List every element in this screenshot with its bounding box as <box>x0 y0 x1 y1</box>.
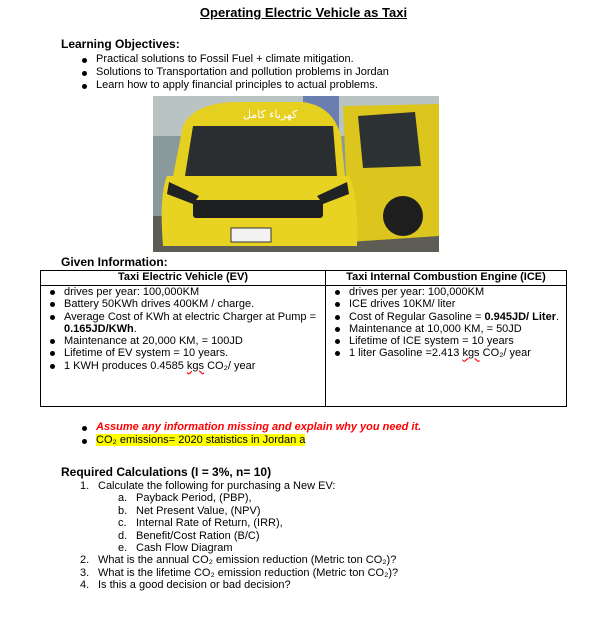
sub-item-letter: a. <box>118 492 128 505</box>
table-row <box>41 286 567 407</box>
question-text: What is the lifetime CO₂ emission reduction (Metric ton CO₂)? <box>98 566 399 579</box>
list-item <box>80 434 421 447</box>
item-number: 2. <box>80 554 90 567</box>
ev-co2-label: 1 KWH produces 0.4585 <box>64 359 187 372</box>
sub-item-letter: e. <box>118 542 128 555</box>
taxi-illustration <box>153 96 439 252</box>
table-header-row <box>41 271 567 286</box>
license-plate <box>231 228 271 242</box>
list-item: Lifetime of ICE system = 10 years <box>329 335 563 347</box>
sub-list <box>118 492 398 554</box>
ev-cell <box>41 286 326 407</box>
list-item <box>80 567 398 579</box>
ice-cost-label: Cost of Regular Gasoline = <box>349 310 485 323</box>
sub-item-text: Internal Rate of Return, (IRR), <box>136 517 283 530</box>
list-item: drives per year: 100,000KM <box>329 286 563 298</box>
second-taxi-window <box>358 112 421 168</box>
ice-column-header: Taxi Internal Combustion Engine (ICE) <box>326 271 567 286</box>
required-calculations-heading: Required Calculations (I = 3%, n= 10) <box>61 465 272 479</box>
ice-co2-suffix: CO₂/ year <box>479 347 531 360</box>
sub-item-letter: b. <box>118 504 128 517</box>
taxi-windshield <box>185 126 337 176</box>
sub-item-text: Cash Flow Diagram <box>136 542 233 555</box>
list-item: Solutions to Transportation and pollution problems in Jordan <box>80 66 389 79</box>
ev-co2-unit: kgs <box>186 359 205 372</box>
list-item <box>329 311 563 323</box>
ice-cost-value: 0.945JD/ Liter <box>484 310 556 323</box>
taxi-grille <box>193 200 323 218</box>
ice-cost-period: . <box>555 310 560 323</box>
list-item: Lifetime of EV system = 10 years. <box>44 347 322 359</box>
sub-item <box>118 492 398 504</box>
co2-note: CO₂ emissions= 2020 statistics in Jordan a <box>96 434 306 447</box>
list-item: Battery 50KWh drives 400KM / charge. <box>44 298 322 310</box>
sub-item <box>118 542 398 554</box>
sub-item <box>118 505 398 517</box>
taxi-sign-text: كهرباء كامل <box>243 108 298 121</box>
list-item <box>80 554 398 566</box>
list-item <box>44 360 322 372</box>
list-item: Practical solutions to Fossil Fuel + climate mitigation. <box>80 53 389 66</box>
list-item <box>329 347 563 359</box>
list-item: Learn how to apply financial principles to actual problems. <box>80 79 389 92</box>
question-text: Is this a good decision or bad decision? <box>98 579 291 592</box>
sub-item-letter: d. <box>118 529 128 542</box>
notes-list <box>80 421 421 447</box>
question-text: What is the annual CO₂ emission reduction (Metric ton CO₂)? <box>98 554 397 567</box>
sub-item-text: Benefit/Cost Ration (B/C) <box>136 529 260 542</box>
assume-note: Assume any information missing and explain why you need it. <box>96 421 422 433</box>
list-item: ICE drives 10KM/ liter <box>329 298 563 310</box>
list-item: Maintenance at 20,000 KM, = 100JD <box>44 335 322 347</box>
sub-item-text: Net Present Value, (NPV) <box>136 504 261 517</box>
list-item <box>80 480 398 554</box>
second-taxi-wheel <box>383 196 423 236</box>
taxi-photo <box>153 96 439 252</box>
ice-list <box>329 286 563 360</box>
given-information-table <box>40 270 567 407</box>
sub-item <box>118 530 398 542</box>
ev-column-header: Taxi Electric Vehicle (EV) <box>41 271 326 286</box>
ice-cell <box>326 286 567 407</box>
ev-cost-value: 0.165JD/KWh <box>64 322 134 335</box>
sub-item-text: Payback Period, (PBP), <box>136 492 252 505</box>
list-item: drives per year: 100,000KM <box>44 286 322 298</box>
item-number: 1. <box>80 480 90 492</box>
given-information-heading: Given Information: <box>61 255 168 269</box>
ev-cost-label: Average Cost of KWh at electric Charger at Pump = <box>64 310 316 323</box>
learning-objectives-heading: Learning Objectives: <box>61 37 180 51</box>
page-title: Operating Electric Vehicle as Taxi <box>199 5 408 20</box>
item-number: 4. <box>80 579 90 592</box>
sub-item <box>118 517 398 529</box>
ice-co2-label: 1 liter Gasoline =2.413 <box>349 347 463 360</box>
item-number: 3. <box>80 566 90 579</box>
ice-co2-unit: kgs <box>462 347 480 360</box>
list-item: Maintenance at 10,000 KM, = 50JD <box>329 323 563 335</box>
learning-objectives-list <box>80 53 389 93</box>
required-list <box>80 480 398 592</box>
sub-item-letter: c. <box>118 517 127 530</box>
question-text: Calculate the following for purchasing a New EV: <box>98 480 336 492</box>
ev-list <box>44 286 322 372</box>
list-item <box>80 421 421 434</box>
list-item <box>80 579 398 591</box>
list-item <box>44 311 322 336</box>
ev-cost-period: . <box>133 322 137 335</box>
ev-co2-suffix: CO₂/ year <box>204 359 256 372</box>
